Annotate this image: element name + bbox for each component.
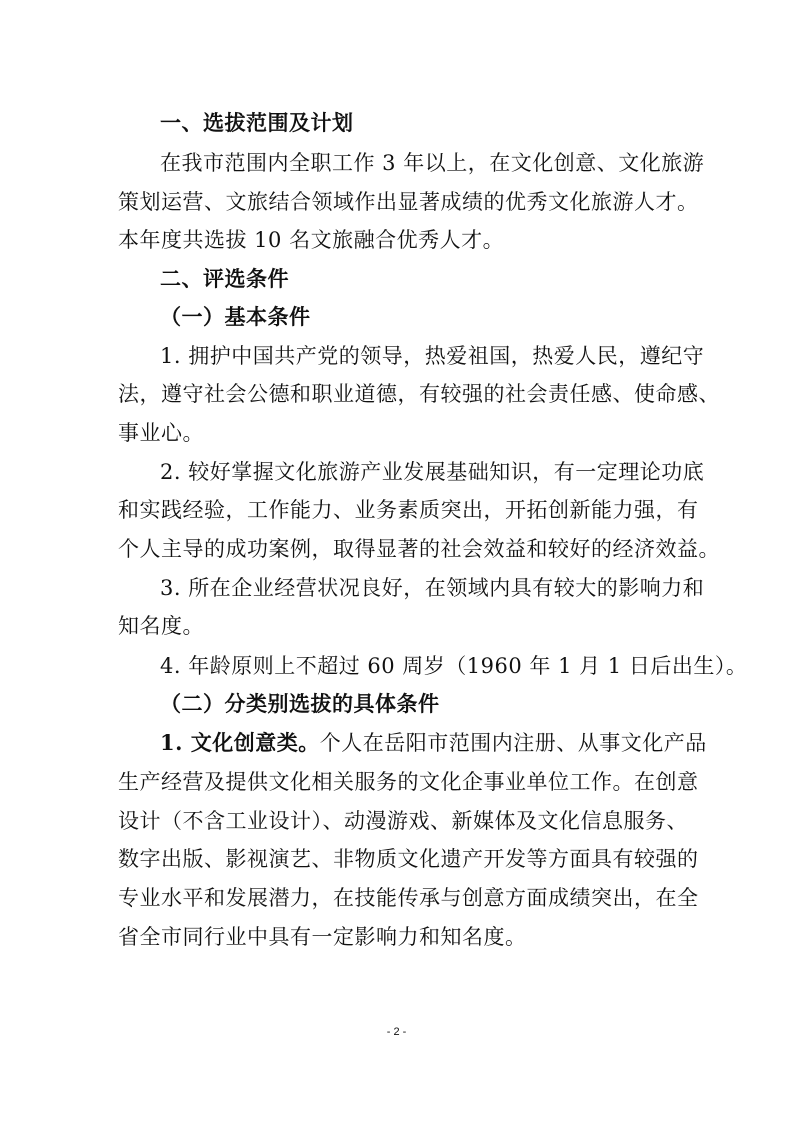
page-number: - 2 - bbox=[386, 1026, 407, 1038]
paragraph-line: 1. 拥护中国共产党的领导，热爱祖国，热爱人民，遵纪守 bbox=[160, 344, 705, 368]
category-label: 1. 文化创意类。 bbox=[160, 730, 320, 755]
paragraph-line: 法，遵守社会公德和职业道德，有较强的社会责任感、使命感、 bbox=[118, 382, 720, 406]
subsection-heading: （二）分类别选拔的具体条件 bbox=[160, 691, 440, 716]
paragraph-line: 数字出版、影视演艺、非物质文化遗产开发等方面具有较强的 bbox=[118, 847, 699, 871]
paragraph-line: 3. 所在企业经营状况良好，在领域内具有较大的影响力和 bbox=[160, 576, 705, 600]
paragraph-line: 生产经营及提供文化相关服务的文化企事业单位工作。在创意 bbox=[118, 770, 699, 794]
subsection-heading: （一）基本条件 bbox=[160, 304, 311, 329]
paragraph-line: 省全市同行业中具有一定影响力和知名度。 bbox=[118, 925, 527, 949]
paragraph-line: 设计（不含工业设计）、动漫游戏、新媒体及文化信息服务、 bbox=[118, 809, 688, 833]
paragraph-line: 在我市范围内全职工作 3 年以上，在文化创意、文化旅游 bbox=[160, 151, 705, 175]
paragraph-line: 本年度共选拔 10 名文旅融合优秀人才。 bbox=[118, 228, 505, 252]
paragraph-line: 事业心。 bbox=[118, 421, 204, 445]
paragraph-line: 个人主导的成功案例，取得显著的社会效益和较好的经济效益。 bbox=[118, 537, 720, 561]
paragraph-line: 策划运营、文旅结合领域作出显著成绩的优秀文化旅游人才。 bbox=[118, 190, 699, 214]
section-heading: 一、选拔范围及计划 bbox=[160, 110, 354, 135]
paragraph-line: 2. 较好掌握文化旅游产业发展基础知识，有一定理论功底 bbox=[160, 460, 705, 484]
paragraph-line: 知名度。 bbox=[118, 614, 204, 638]
paragraph-line: 4. 年龄原则上不超过 60 周岁（1960 年 1 月 1 日后出生）。 bbox=[160, 654, 748, 678]
paragraph-line bbox=[160, 727, 707, 759]
section-heading: 二、评选条件 bbox=[160, 266, 289, 291]
paragraph-line: 专业水平和发展潜力，在技能传承与创意方面成绩突出，在全 bbox=[118, 886, 699, 910]
paragraph-line: 和实践经验，工作能力、业务素质突出，开拓创新能力强，有 bbox=[118, 498, 699, 522]
paragraph-text: 个人在岳阳市范围内注册、从事文化产品 bbox=[319, 731, 707, 755]
